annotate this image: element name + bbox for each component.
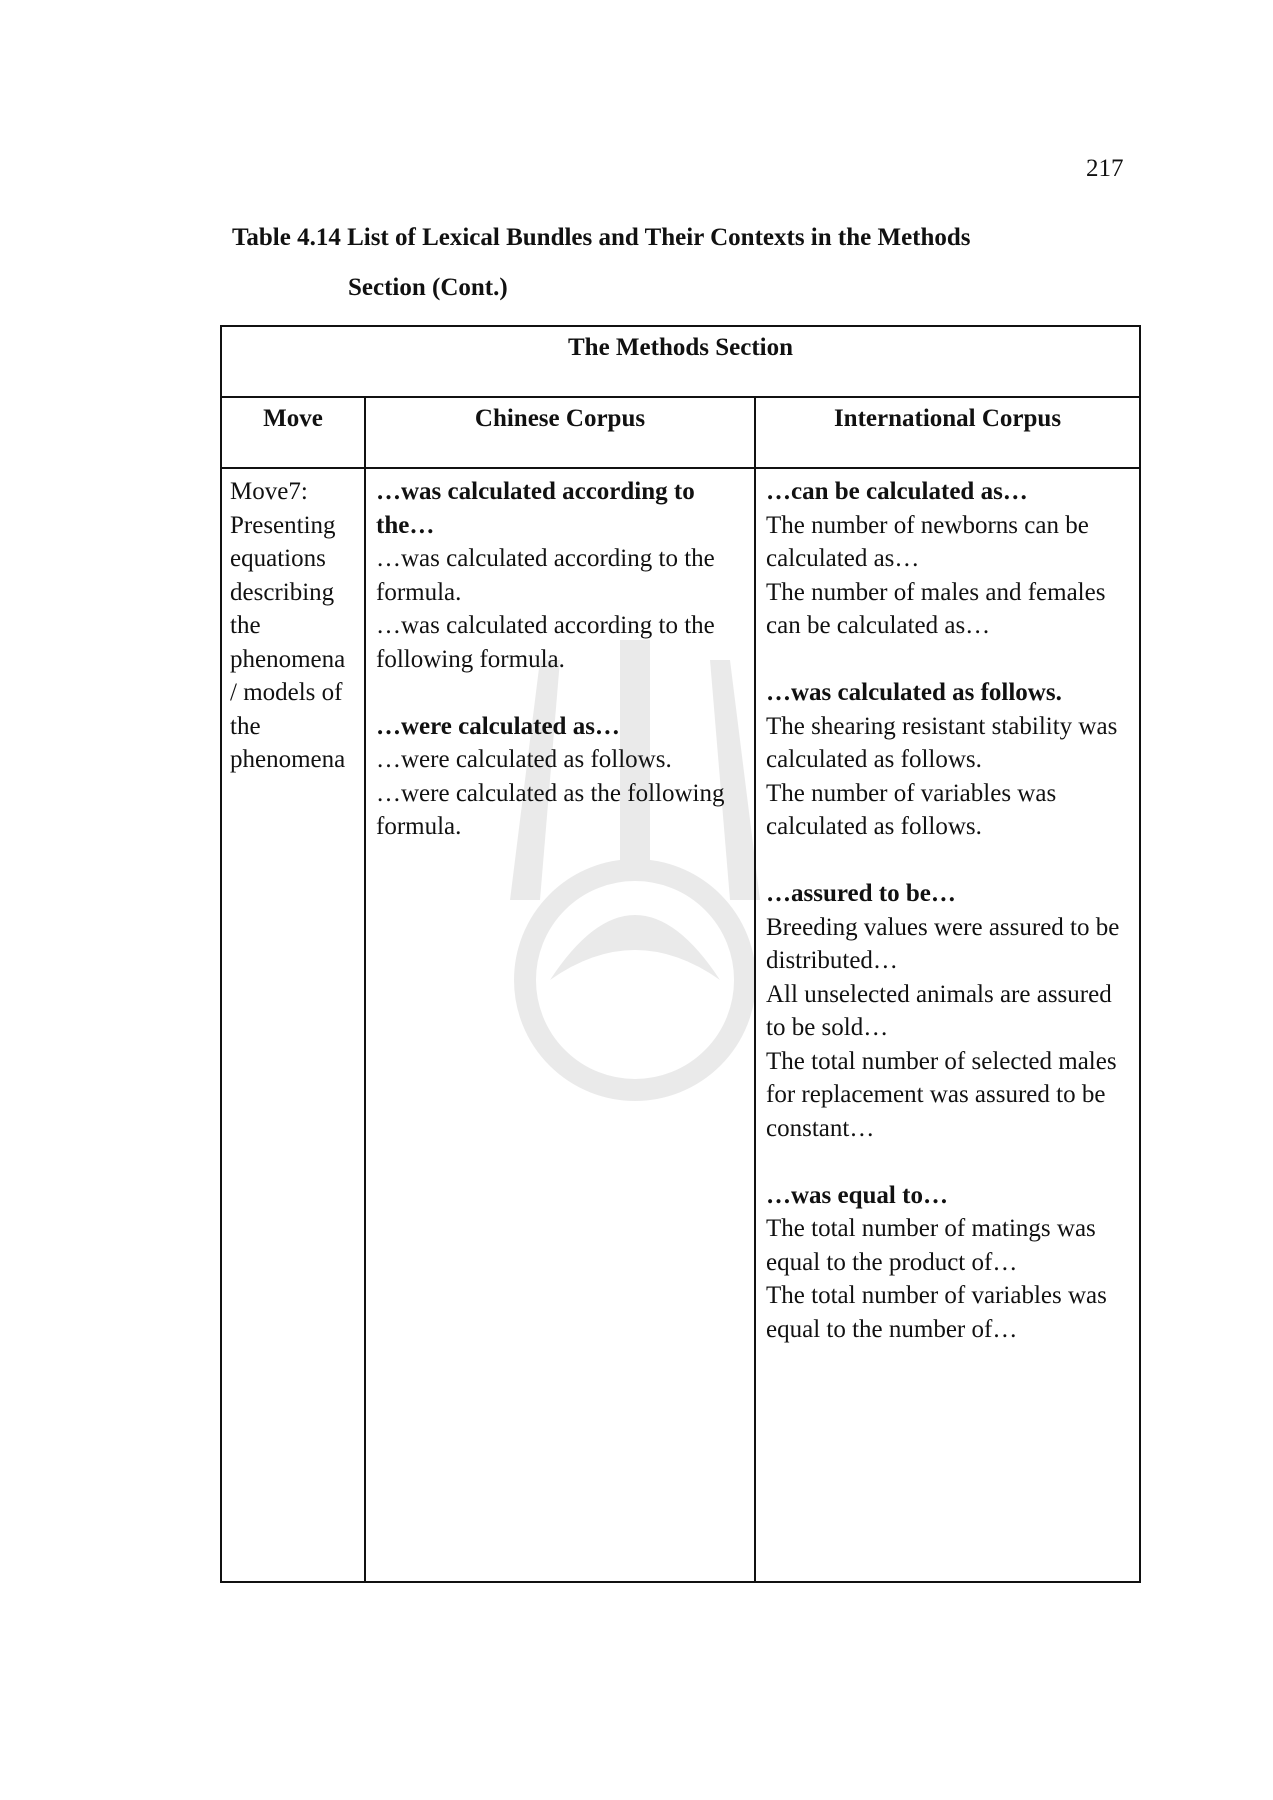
example: Breeding values were assured to be distributed… <box>766 913 1120 974</box>
example: The total number of selected males for replacement was assured to be constant… <box>766 1047 1117 1142</box>
table-caption: Table 4.14 List of Lexical Bundles and Their Contexts in the Methods <box>232 224 971 251</box>
page-number: 217 <box>1086 155 1124 182</box>
example: The number of males and females can be calculated as… <box>766 578 1106 639</box>
bundle: …was equal to… <box>766 1181 948 1209</box>
bundle: …can be calculated as… <box>766 478 1028 505</box>
example: The number of newborns can be calculated as… <box>766 511 1089 572</box>
international-corpus-cell <box>755 468 1140 1582</box>
bundle: …assured to be… <box>766 880 956 907</box>
example: The shearing resistant stability was calculated as follows. <box>766 712 1118 773</box>
section-header: The Methods Section <box>221 326 1140 397</box>
example: …was calculated according to the following formula. <box>376 612 715 673</box>
column-header-international: International Corpus <box>755 397 1140 468</box>
table-caption-cont: Section (Cont.) <box>348 274 508 301</box>
example: …was calculated according to the formula. <box>376 545 715 606</box>
example: …were calculated as the following formula. <box>376 779 725 840</box>
column-header-chinese: Chinese Corpus <box>365 397 755 468</box>
move-text: Move7: Presenting equations describing the phenomena / models of the phenomena <box>230 478 346 773</box>
bundle: …were calculated as… <box>376 712 620 740</box>
bundle: …was calculated as follows. <box>766 679 1062 706</box>
column-header-move: Move <box>221 397 365 468</box>
example: The number of variables was calculated as follows. <box>766 779 1057 840</box>
bundle: …was calculated according to the… <box>376 478 695 539</box>
chinese-corpus-cell <box>365 468 755 1582</box>
example: …were calculated as follows. <box>376 746 672 773</box>
example: The total number of variables was equal to the number of… <box>766 1282 1107 1343</box>
example: All unselected animals are assured to be sold… <box>766 980 1112 1041</box>
example: The total number of matings was equal to the product of… <box>766 1215 1096 1276</box>
move-cell <box>221 468 365 1582</box>
lexical-bundles-table <box>220 325 1141 1583</box>
